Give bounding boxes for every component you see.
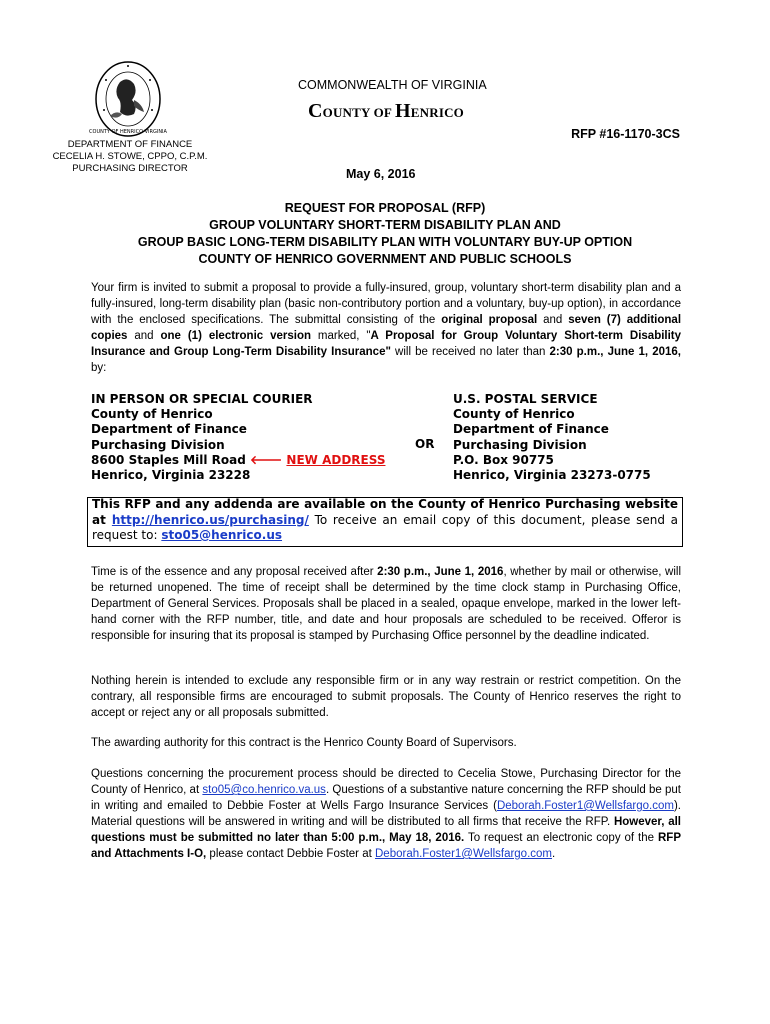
commonwealth-heading: COMMONWEALTH OF VIRGINIA bbox=[298, 78, 487, 92]
svg-text:COUNTY OF HENRICO VIRGINIA: COUNTY OF HENRICO VIRGINIA bbox=[89, 129, 167, 135]
purchasing-email-link[interactable]: sto05@co.henrico.va.us bbox=[202, 784, 326, 796]
or-separator: OR bbox=[415, 437, 435, 451]
request-email-link[interactable]: sto05@henrico.us bbox=[161, 528, 283, 542]
rfp-title-line: GROUP VOLUNTARY SHORT-TERM DISABILITY PLAN AND bbox=[209, 218, 561, 232]
document-date: May 6, 2016 bbox=[346, 167, 416, 181]
rfp-title-line: COUNTY OF HENRICO GOVERNMENT AND PUBLIC SCHOOLS bbox=[198, 252, 572, 266]
director-role: PURCHASING DIRECTOR bbox=[72, 163, 188, 174]
rfp-title-line: GROUP BASIC LONG-TERM DISABILITY PLAN WITH VOLUNTARY BUY-UP OPTION bbox=[137, 235, 633, 249]
rfp-title-line: REQUEST FOR PROPOSAL (RFP) bbox=[284, 201, 486, 215]
address-line: County of Henrico bbox=[453, 407, 575, 422]
purchasing-website-link[interactable]: http://henrico.us/purchasing/ bbox=[111, 512, 309, 527]
availability-notice: This RFP and any addenda are available on the County of Henrico Purchasing website at http://henrico.us/purchasing/ To receive an email copy of this document, please send a request to: sto05@henrico.us bbox=[87, 497, 683, 547]
new-address-label: NEW ADDRESS bbox=[286, 452, 386, 467]
county-seal-icon bbox=[89, 60, 167, 138]
deadline-paragraph: Time is of the essence and any proposal received after 2:30 p.m., June 1, 2016, whether by mail or otherwise, will be returned unopened. The time of receipt shall be determined by the time clock stamp in Purchasing Office, Department of General Services. Proposals shall be placed in a sealed, opaque envelope, marked in the lower left-hand corner with the RFP number, title, and date and hour proposals are scheduled to be received. Offeror is responsible for insuring that its proposal is stamped by Purchasing Office personnel by the deadline indicated. bbox=[91, 566, 681, 642]
address-line: County of Henrico bbox=[91, 407, 213, 422]
address-line: Department of Finance bbox=[453, 422, 609, 437]
intro-paragraph: Your firm is invited to submit a proposal to provide a fully-insured, group, voluntary short-term disability plan and a fully-insured, long-term disability plan (basic non-contributory portion and a voluntary, buy-up option), in accordance with the enclosed specifications. The submittal consisting of the original proposal and seven (7) additional copies and one (1) electronic version marked, "A Proposal for Group Voluntary Short-term Disability Insurance and Group Long-Term Disability Insurance" will be received no later than 2:30 p.m., June 1, 2016, by: bbox=[91, 282, 682, 374]
department-block bbox=[40, 139, 220, 175]
courier-heading: IN PERSON OR SPECIAL COURIER bbox=[91, 392, 313, 406]
rfp-number: RFP #16-1170-3CS bbox=[571, 127, 680, 141]
foster-email-link[interactable]: Deborah.Foster1@Wellsfargo.com bbox=[375, 848, 553, 860]
county-heading: COUNTY OF HENRICO bbox=[308, 100, 464, 122]
rfp-title-block bbox=[80, 200, 690, 268]
address-line: 8600 Staples Mill Road 🡐 NEW ADDRESS bbox=[91, 452, 386, 467]
postal-heading: U.S. POSTAL SERVICE bbox=[453, 392, 598, 406]
foster-email-link[interactable]: Deborah.Foster1@Wellsfargo.com bbox=[496, 800, 674, 812]
address-line: Purchasing Division bbox=[91, 437, 225, 452]
address-line: Henrico, Virginia 23228 bbox=[91, 468, 251, 483]
awarding-paragraph: The awarding authority for this contract is the Henrico County Board of Supervisors. bbox=[91, 737, 517, 749]
nondiscrimination-paragraph: Nothing herein is intended to exclude any responsible firm or in any way restrain or restrict competition. On the contrary, all responsible firms are encouraged to submit proposals. The County of Henrico reserves the right to accept or reject any or all proposals submitted. bbox=[91, 675, 681, 719]
postal-address bbox=[453, 392, 651, 483]
director-name: CECELIA H. STOWE, CPPO, C.P.M. bbox=[52, 151, 208, 162]
questions-paragraph: Questions concerning the procurement process should be directed to Cecelia Stowe, Purchasing Director for the County of Henrico, at sto05@co.henrico.va.us. Questions of a substantive nature concerning the RFP should be put in writing and emailed to Debbie Foster at Wells Fargo Insurance Services (Deborah.Foster1@Wellsfargo.com). Material questions will be answered in writing and will be distributed to all firms that receive the RFP. However, all questions must be submitted no later than 5:00 p.m., May 18, 2016. To request an electronic copy of the RFP and Attachments I-O, please contact Debbie Foster at Deborah.Foster1@Wellsfargo.com. bbox=[91, 768, 682, 860]
address-line: P.O. Box 90775 bbox=[453, 452, 554, 467]
courier-address bbox=[91, 392, 385, 483]
address-line: Henrico, Virginia 23273-0775 bbox=[453, 468, 651, 483]
address-line: Department of Finance bbox=[91, 422, 247, 437]
address-line: Purchasing Division bbox=[453, 437, 587, 452]
department-name: DEPARTMENT OF FINANCE bbox=[67, 139, 193, 150]
arrow-left-icon: 🡐 bbox=[250, 452, 283, 467]
